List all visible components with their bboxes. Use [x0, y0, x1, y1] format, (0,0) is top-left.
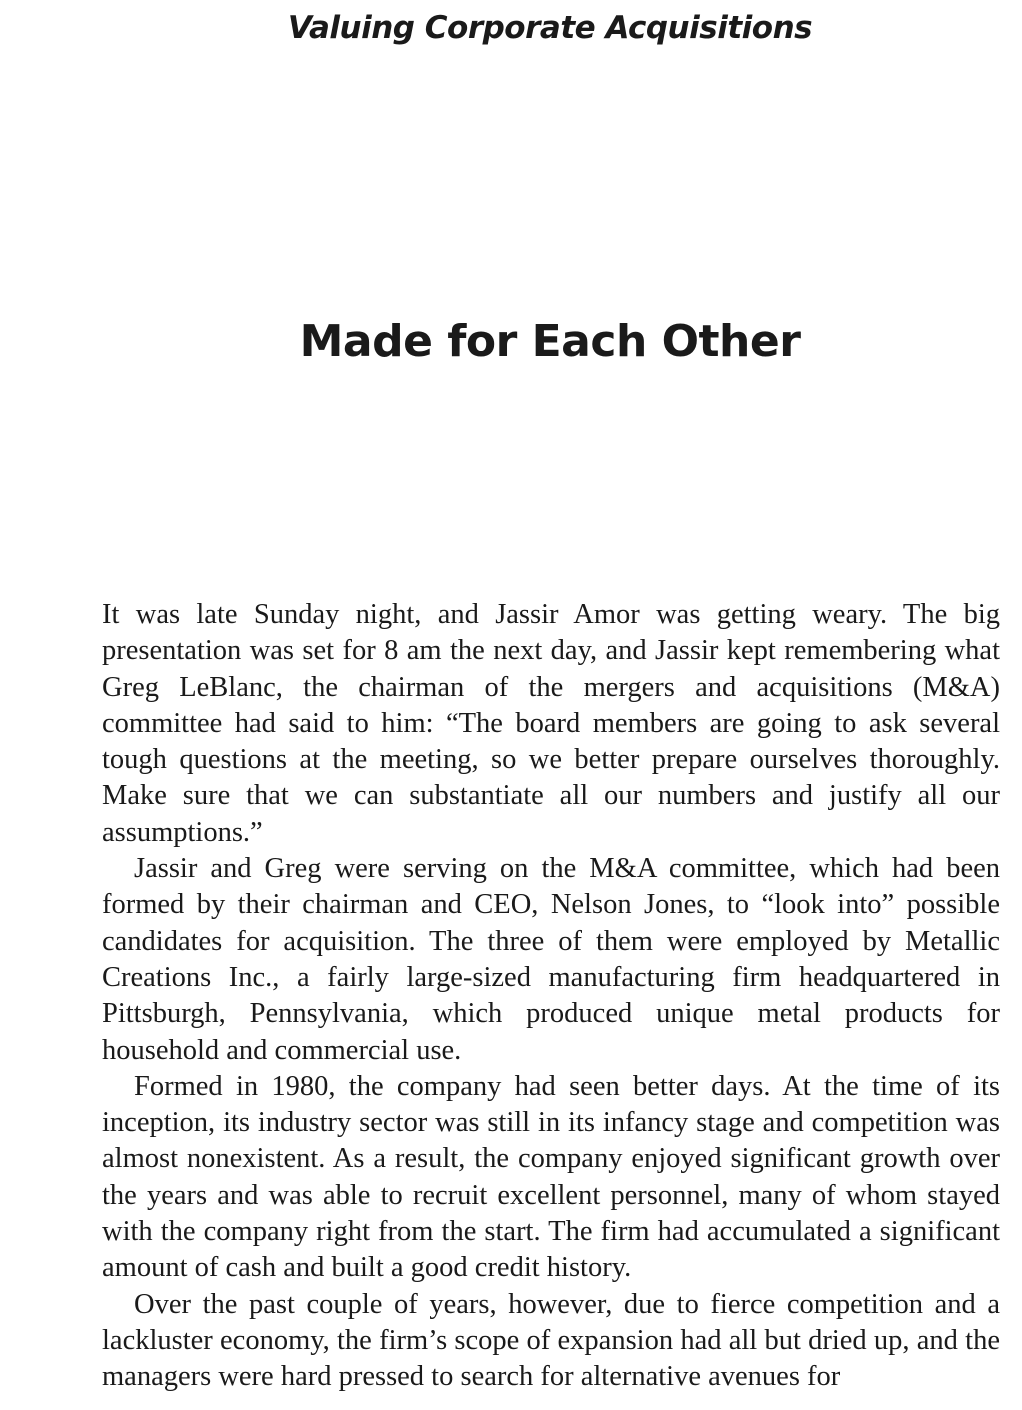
paragraph-2: Jassir and Greg were serving on the M&A committee, which had been formed by their chairman and CEO, Nelson Jones, to “look into” possible candidates for acquisition. The three of them were employed by Metallic Creations Inc., a fairly large-sized manufacturing firm headquartered in Pittsburgh, Pennsylvania, which produced unique metal products for household and commercial use.: [102, 853, 1000, 1066]
body-text: [102, 597, 1000, 1396]
chapter-title: Made for Each Other: [299, 316, 801, 367]
paragraph-3: Formed in 1980, the company had seen better days. At the time of its inception, its industry sector was still in its infancy stage and competition was almost nonexistent. As a result, the company enjoyed significant growth over the years and was able to recruit excellent personnel, many of whom stayed with the company right from the start. The firm had accumulated a significant amount of cash and built a good credit history.: [102, 1070, 1000, 1284]
paragraph-4: Over the past couple of years, however, due to fierce competition and a lackluster economy, the firm’s scope of expansion had all but dried up, and the managers were hard pressed to search for alternative avenues for: [102, 1288, 1000, 1393]
paragraph-1: It was late Sunday night, and Jassir Amor was getting weary. The big presentation was set for 8 am the next day, and Jassir kept remembering what Greg LeBlanc, the chairman of the mergers and acquisitions (M&A) committee had said to him: “The board members are going to ask several tough questions at the meeting, so we better prepare ourselves thoroughly. Make sure that we can substantiate all our numbers and justify all our assumptions.”: [102, 599, 1000, 848]
running-head: Valuing Corporate Acquisitions: [287, 10, 813, 46]
